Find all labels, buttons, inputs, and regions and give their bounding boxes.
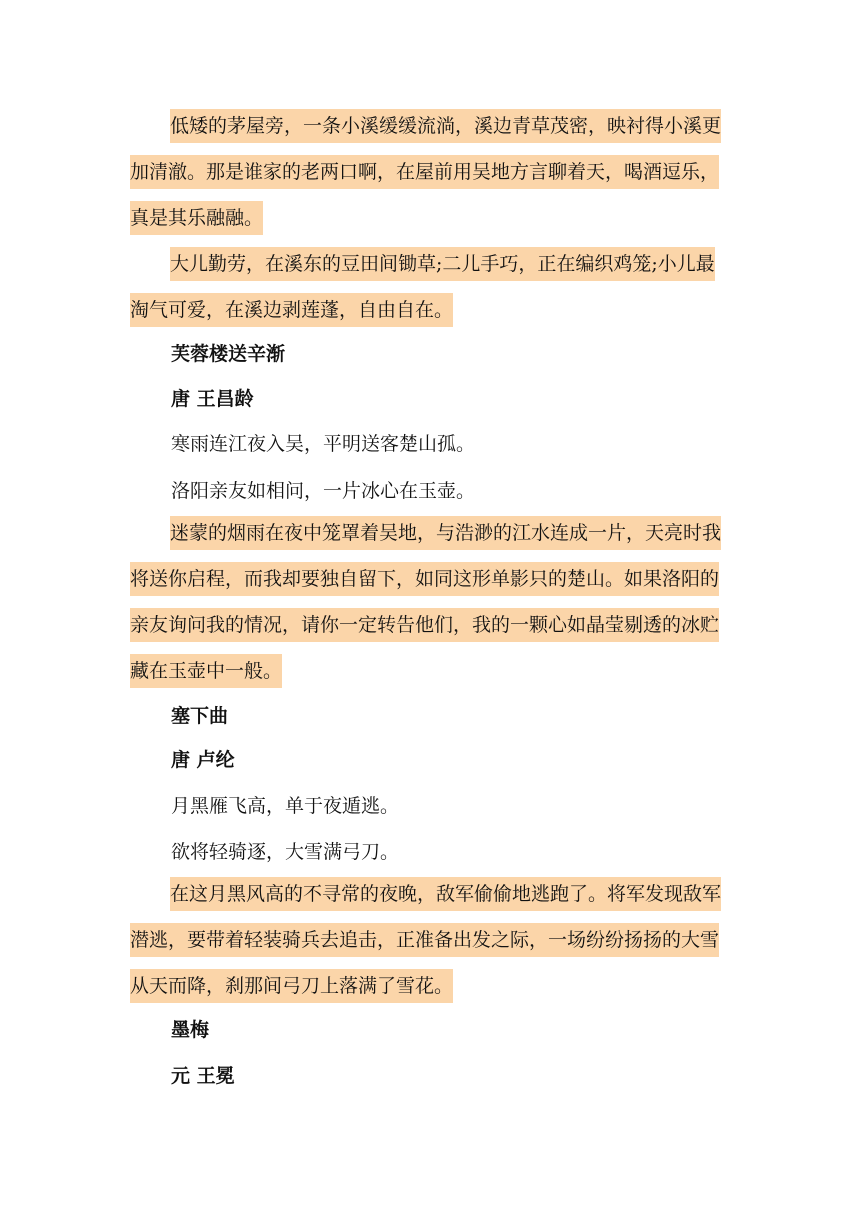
highlighted-text: 迷蒙的烟雨在夜中笼罩着吴地，与浩渺的江水连成一片，天亮时我将送你启程，而我却要独自留下，如同这形单影只的楚山。如果洛阳的亲友询问我的情况，请你一定转告他们，我的一颗心如晶莹剔透的冰贮藏在玉壶中一般。 [130,516,721,688]
translation-paragraph-2 [130,241,730,333]
translation-paragraph-4 [130,871,730,1009]
translation-paragraph-1 [130,103,730,241]
poem-author: 唐 卢纶 [171,749,235,771]
poem-author: 元 王冕 [171,1065,235,1087]
poem-line: 寒雨连江夜入吴，平明送客楚山孤。 [171,433,476,455]
poem-line: 月黑雁飞高，单于夜遁逃。 [171,795,400,817]
highlighted-text: 大儿勤劳，在溪东的豆田间锄草;二儿手巧，正在编织鸡笼;小儿最淘气可爱，在溪边剥莲蓬，自由自在。 [130,247,715,327]
poem-line: 洛阳亲友如相问，一片冰心在玉壶。 [171,480,476,502]
poem-line: 欲将轻骑逐，大雪满弓刀。 [171,841,400,863]
poem-title: 塞下曲 [171,705,229,727]
translation-paragraph-3 [130,510,730,694]
highlighted-text: 低矮的茅屋旁，一条小溪缓缓流淌，溪边青草茂密，映衬得小溪更加清澈。那是谁家的老两口啊，在屋前用吴地方言聊着天，喝酒逗乐，真是其乐融融。 [130,109,721,235]
poem-title: 墨梅 [171,1019,210,1041]
poem-author: 唐 王昌龄 [171,388,254,410]
poem-title: 芙蓉楼送辛渐 [171,343,286,365]
highlighted-text: 在这月黑风高的不寻常的夜晚，敌军偷偷地逃跑了。将军发现敌军潜逃，要带着轻装骑兵去追击，正准备出发之际，一场纷纷扬扬的大雪从天而降，刹那间弓刀上落满了雪花。 [130,877,721,1003]
